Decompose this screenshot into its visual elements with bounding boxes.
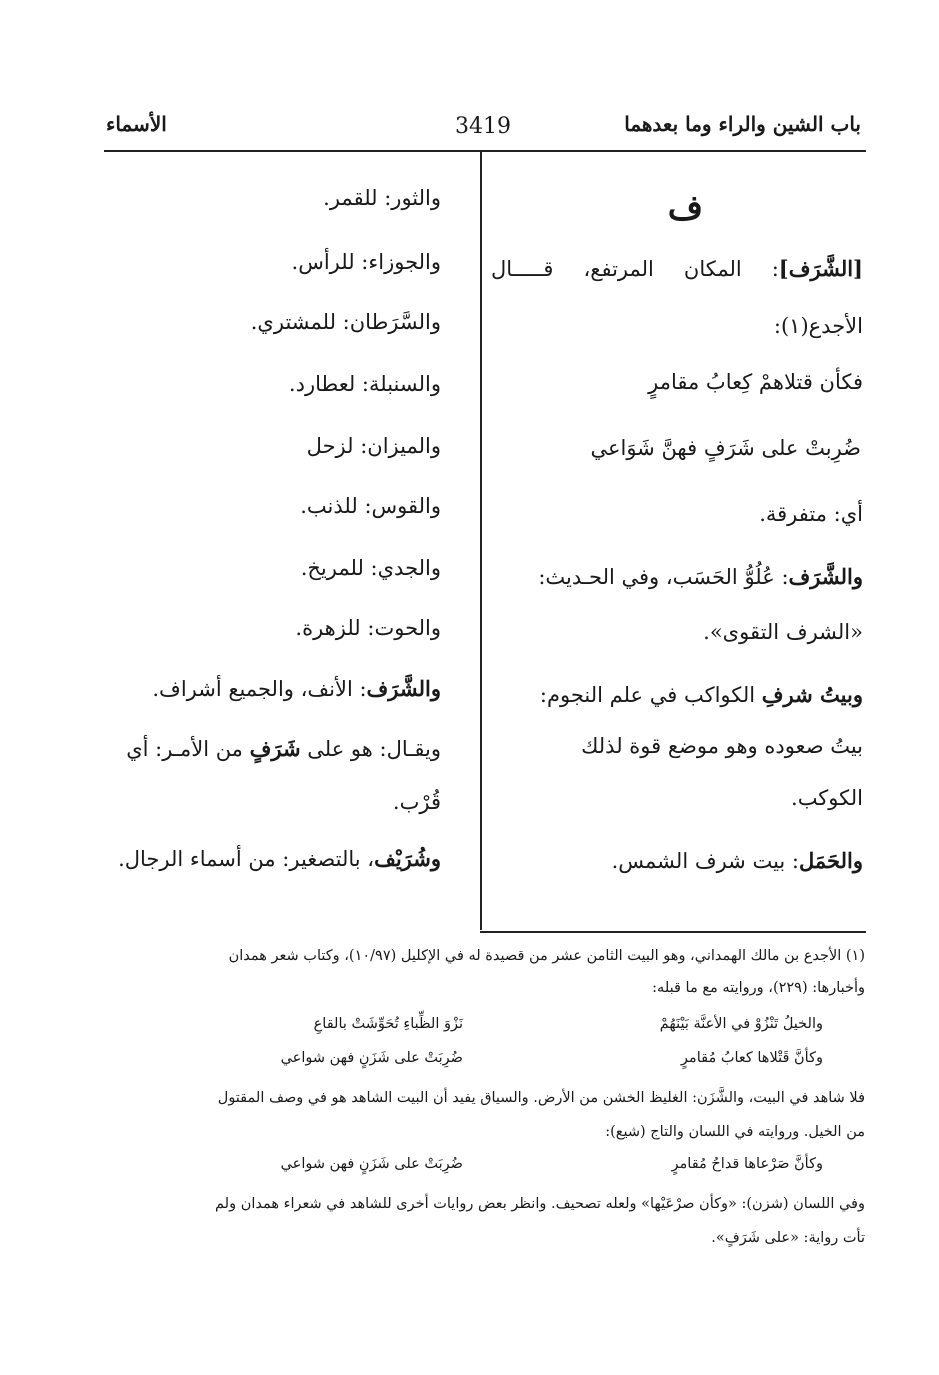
entry-line: والثور: للقمر. [323,186,441,210]
footnote-verse-second: ضُرِبَتْ على شَزَنٍ فهن شواعي [280,1156,463,1172]
footnote [105,948,865,1268]
entry-line: والسَّرَطان: للمشتري. [250,310,441,334]
left-column [101,186,441,906]
entry-line: والقوس: للذنب. [300,494,441,518]
entry-line: الأجدع(١): [773,314,863,338]
entry-line: الكوكب. [791,786,863,810]
footnote-line: من الخيل. وروايته في اللسان والتاج (شيع): [605,1124,865,1140]
entry-line: ويقـال: هو على شَرَفٍ من الأمـر: أي [126,736,441,761]
verse-hemistich: ضُرِبتْ على شَرَفٍ فهنَّ شَوَاعي [590,436,861,460]
entry-line: وشُرَيْف، بالتصغير: من أسماء الرجال. [118,846,441,871]
footnote-verse-first: وكأنَّ صَرْعاها قداحُ مُقامرٍ [671,1156,823,1172]
footnote-line: تأت رواية: «على شَرَفٍ». [711,1230,865,1246]
footnote-verse-first: والخيلُ تَنْزُوْ في الأعنَّة بَيْنَهُمْ [659,1016,823,1032]
entry-line: والجوزاء: للرأس. [291,250,441,274]
footnote-rule [480,931,866,933]
footnote-line: وأخبارها: (٢٢٩)، وروايته مع ما قبله: [652,980,865,996]
entry-line: «الشرف التقوى». [703,620,863,644]
section-letter: ف [667,188,703,228]
entry-line: قُرْب. [392,790,441,814]
column-divider [480,152,482,930]
entry-line: [الشَّرَف]: المكان المرتفع، قـــــال [491,256,863,281]
entry-line: وبيتُ شرفِ الكواكب في علم النجوم: [539,682,863,707]
right-column [491,180,863,900]
entry-line: والجدي: للمريخ. [300,556,441,580]
footnote-verse-first: وكأنَّ قَتْلاها كعابُ مُقامرٍ [680,1050,823,1066]
footnote-verse-second: ضُرِبَتْ على شَزَنٍ فهن شواعي [280,1050,463,1066]
entry-line: والشَّرَف: عُلُوُّ الحَسَب، وفي الحـديث: [538,564,863,589]
entry-line: والسنبلة: لعطارد. [288,372,441,396]
entry-line: أي: متفرقة. [759,502,863,526]
entry-line: والحوت: للزهرة. [295,616,441,640]
entry-line: بيتُ صعوده وهو موضع قوة لذلك [581,734,863,758]
chapter-title: باب الشين والراء وما بعدهما [624,112,861,136]
section-title: الأسماء [106,112,167,136]
verse-hemistich: فكأن قتلاهمْ كِعابُ مقامرٍ [648,370,863,394]
footnote-verse-second: نَزْوَ الظِّباءِ تُحَوِّشَتْ بالقاعِ [313,1016,463,1032]
footnote-line: وفي اللسان (شزن): «وكأن صرْعَيْها» ولعله تصحيف. وانظر بعض روايات أخرى للشاهد في شعراء همدان ولم [215,1196,865,1212]
entry-line: والشَّرَف: الأنف، والجميع أشراف. [152,676,441,701]
header-rule [104,150,866,152]
page-number: 3419 [455,114,511,139]
footnote-line: فلا شاهد في البيت، والشَّزَن: الغليظ الخشن من الأرض. والسياق يفيد أن البيت الشاهد هو في وصف المقتول [217,1090,865,1106]
footnote-line: (١) الأجدع بن مالك الهمداني، وهو البيت الثامن عشر من قصيدة له في الإكليل (١٠/٩٧)، وكتاب شعر همدان [228,948,865,964]
entry-line: والحَمَل: بيت شرف الشمس. [611,848,863,873]
entry-line: والميزان: لزحل [306,434,441,458]
